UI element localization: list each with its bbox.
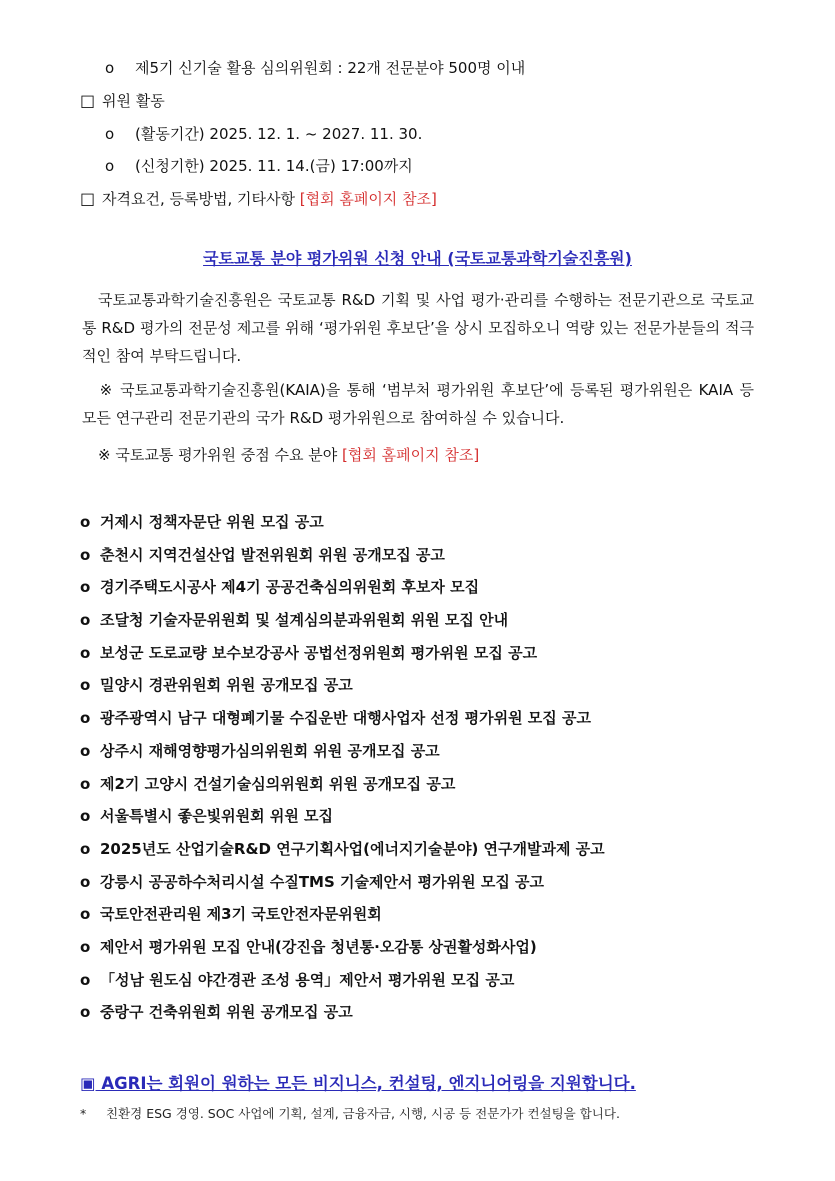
notice-title: 상주시 재해영향평가심의위원회 위원 공개모집 공고 bbox=[100, 741, 440, 760]
circle-bullet: o bbox=[105, 125, 115, 143]
notice-title: 제안서 평가위원 모집 안내(강진읍 청년통·오감통 상권활성화사업) bbox=[100, 937, 537, 956]
intro-paragraph-text: 국토교통과학기술진흥원은 국토교통 R&D 기획 및 사업 평가·관리를 수행하는 전문기관으로 국토교통 R&D 평가의 전문성 제고를 위해 ‘평가위원 후보단’을 상시 모집하오니 역량 있는 전문가분들의 적극적인 참여 부탁드립니다. bbox=[82, 291, 754, 365]
notice-title: 서울특별시 좋은빛위원회 위원 모집 bbox=[100, 807, 334, 826]
activity-heading bbox=[80, 91, 165, 111]
circle-bullet: o bbox=[105, 157, 115, 175]
notice-title: 광주광역시 남구 대형폐기물 수집운반 대행사업자 선정 평가위원 모집 공고 bbox=[100, 709, 591, 728]
list-item[interactable] bbox=[80, 872, 605, 905]
agri-slogan: ▣ AGRI는 회원이 원하는 모든 비지니스, 컨설팅, 엔지니어링을 지원합니다. bbox=[80, 1074, 636, 1093]
notice-title: 국토안전관리원 제3기 국토안전자문위원회 bbox=[100, 905, 382, 924]
list-item[interactable] bbox=[80, 577, 605, 610]
list-item[interactable] bbox=[80, 512, 605, 545]
notice-title: 밀양시 경관위원회 위원 공개모집 공고 bbox=[100, 676, 353, 695]
footnote bbox=[80, 1104, 620, 1122]
notice-title: 2025년도 산업기술R&D 연구기획사업(에너지기술분야) 연구개발과제 공고 bbox=[100, 839, 605, 858]
circle-bullet: o bbox=[80, 1003, 91, 1022]
kaia-note-text: ※ 국토교통과학기술진흥원(KAIA)을 통해 ‘범부처 평가위원 후보단’에 등록된 평가위원은 KAIA 등 모든 연구관리 전문기관의 국가 R&D 평가위원으로 참여하실 수 있습니다. bbox=[82, 381, 754, 427]
circle-bullet: o bbox=[80, 839, 91, 858]
notice-title: 보성군 도로교량 보수보강공사 공법선정위원회 평가위원 모집 공고 bbox=[100, 643, 538, 662]
square-bullet: □ bbox=[80, 189, 96, 208]
list-item[interactable] bbox=[80, 839, 605, 872]
notice-title: 강릉시 공공하수처리시설 수질TMS 기술제안서 평가위원 모집 공고 bbox=[100, 872, 545, 891]
intro-paragraph bbox=[82, 286, 754, 370]
section-title: 국토교통 분야 평가위원 신청 안내 (국토교통과학기술진흥원) bbox=[203, 249, 632, 268]
notice-title: 경기주택도시공사 제4기 공공건축심의위원회 후보자 모집 bbox=[100, 578, 480, 597]
footnote-mark: * bbox=[80, 1106, 87, 1121]
list-item[interactable] bbox=[80, 545, 605, 578]
list-item[interactable] bbox=[80, 904, 605, 937]
homepage-reference-link[interactable]: [협회 홈페이지 참조] bbox=[342, 446, 480, 464]
activity-period-line bbox=[105, 124, 422, 144]
notice-title: 중랑구 건축위원회 위원 공개모집 공고 bbox=[100, 1003, 353, 1022]
circle-bullet: o bbox=[80, 937, 91, 956]
list-item[interactable] bbox=[80, 675, 605, 708]
qualification-line bbox=[80, 189, 437, 209]
priority-field-text: ※ 국토교통 평가위원 중점 수요 분야 bbox=[98, 446, 343, 464]
list-item[interactable] bbox=[80, 610, 605, 643]
apply-deadline: (신청기한) 2025. 11. 14.(금) 17:00까지 bbox=[135, 157, 413, 175]
list-item[interactable] bbox=[80, 643, 605, 676]
circle-bullet: o bbox=[80, 970, 91, 989]
recruitment-notice-list bbox=[80, 512, 605, 1035]
activity-heading-text: 위원 활동 bbox=[102, 92, 165, 110]
notice-title: 거제시 정책자문단 위원 모집 공고 bbox=[100, 513, 324, 531]
circle-bullet: o bbox=[80, 513, 91, 531]
footnote-text: 친환경 ESG 경영. SOC 사업에 기획, 설계, 금융자금, 시행, 시공 등 전문가가 컨설팅을 합니다. bbox=[106, 1106, 620, 1121]
list-item[interactable] bbox=[80, 1002, 605, 1035]
list-item[interactable] bbox=[80, 741, 605, 774]
list-item[interactable] bbox=[80, 774, 605, 807]
qualification-text: 자격요건, 등록방법, 기타사항 bbox=[102, 190, 300, 208]
circle-bullet: o bbox=[80, 611, 91, 630]
apply-deadline-line bbox=[105, 156, 413, 176]
homepage-reference-link[interactable]: [협회 홈페이지 참조] bbox=[299, 190, 437, 208]
square-bullet: □ bbox=[80, 91, 96, 110]
notice-title: 「성남 원도심 야간경관 조성 용역」제안서 평가위원 모집 공고 bbox=[100, 970, 515, 989]
circle-bullet: o bbox=[80, 709, 91, 728]
activity-period: (활동기간) 2025. 12. 1. ~ 2027. 11. 30. bbox=[135, 125, 423, 143]
circle-bullet: o bbox=[80, 741, 91, 760]
committee-text: 제5기 신기술 활용 심의위원회 : 22개 전문분야 500명 이내 bbox=[135, 59, 526, 77]
kaia-note bbox=[82, 376, 754, 432]
list-item[interactable] bbox=[80, 937, 605, 970]
circle-bullet: o bbox=[80, 905, 91, 924]
notice-title: 조달청 기술자문위원회 및 설계심의분과위원회 위원 모집 안내 bbox=[100, 611, 509, 630]
circle-bullet: o bbox=[80, 872, 91, 891]
notice-title: 제2기 고양시 건설기술심의위원회 위원 공개모집 공고 bbox=[100, 774, 456, 793]
circle-bullet: o bbox=[80, 774, 91, 793]
priority-field-note bbox=[98, 445, 479, 465]
circle-bullet: o bbox=[105, 59, 115, 77]
circle-bullet: o bbox=[80, 578, 91, 597]
list-item[interactable] bbox=[80, 708, 605, 741]
notice-title: 춘천시 지역건설산업 발전위원회 위원 공개모집 공고 bbox=[100, 545, 445, 564]
circle-bullet: o bbox=[80, 807, 91, 826]
circle-bullet: o bbox=[80, 643, 91, 662]
list-item[interactable] bbox=[80, 806, 605, 839]
circle-bullet: o bbox=[80, 545, 91, 564]
committee-line bbox=[105, 58, 525, 78]
circle-bullet: o bbox=[80, 676, 91, 695]
list-item[interactable] bbox=[80, 970, 605, 1003]
